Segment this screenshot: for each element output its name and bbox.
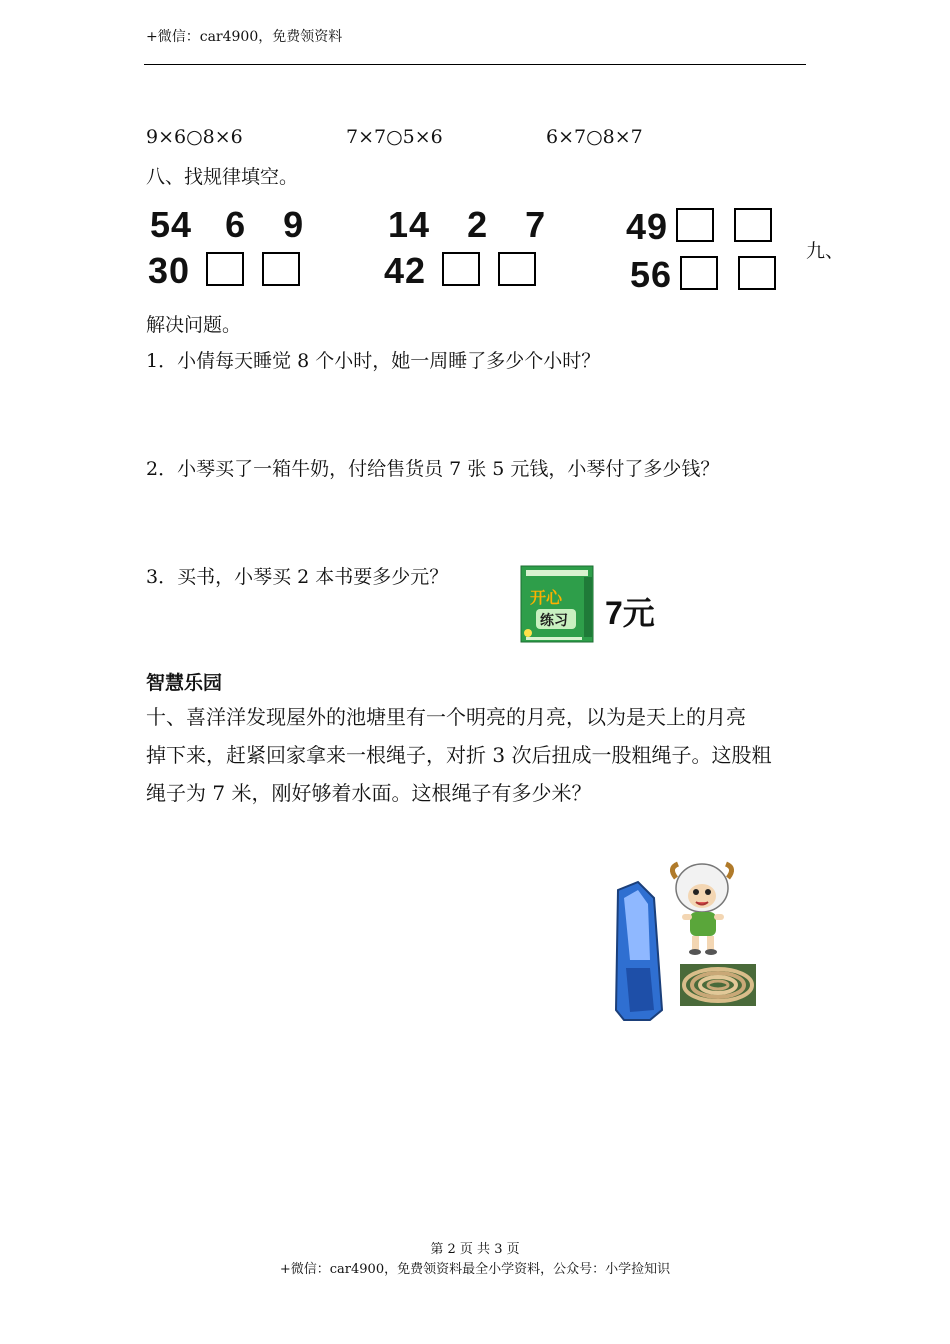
- well-goat-rope-illustration: [610, 860, 760, 1025]
- pattern-group-1-2: [388, 204, 546, 246]
- answer-box[interactable]: [206, 252, 244, 286]
- pattern-group-2-1: [148, 250, 300, 292]
- wisdom-title: 智慧乐园: [146, 672, 223, 694]
- footer-note: +微信：car4900，免费领资料最全小学资料，公众号：小学捡知识: [279, 1262, 671, 1277]
- problem-2: 2．小琴买了一箱牛奶，付给售货员 7 张 5 元钱，小琴付了多少钱？: [146, 458, 720, 480]
- goat-image: [672, 864, 731, 955]
- answer-box[interactable]: [676, 208, 714, 242]
- pattern-group-1-1: [150, 204, 304, 246]
- pattern-group-2-2: [384, 250, 536, 292]
- pattern-number: 30: [148, 250, 191, 291]
- section-9-title-prefix: 九、: [806, 240, 845, 262]
- compare-item-2: 7×7○5×6: [346, 126, 443, 148]
- rope-image: [680, 964, 756, 1006]
- pattern-number: 54: [150, 204, 193, 245]
- wisdom-line: 掉下来，赶紧回家拿来一根绳子，对折 3 次后扭成一股粗绳子。这股粗: [146, 743, 772, 767]
- wisdom-question: [146, 698, 810, 812]
- pattern-number: 49: [626, 206, 669, 247]
- pattern-group-2-3: [630, 254, 776, 296]
- book-cover-image: [520, 565, 594, 643]
- book-title-2: 练习: [540, 613, 568, 629]
- answer-box[interactable]: [734, 208, 772, 242]
- answer-box[interactable]: [680, 256, 718, 290]
- header-divider: [144, 64, 806, 65]
- section-8-title: 八、找规律填空。: [146, 166, 299, 188]
- problem-1: 1．小倩每天睡觉 8 个小时，她一周睡了多少个小时？: [146, 350, 601, 372]
- answer-box[interactable]: [262, 252, 300, 286]
- pattern-number: 7: [525, 204, 547, 245]
- book-title-1: 开心: [530, 588, 563, 607]
- wisdom-line: 十、喜洋洋发现屋外的池塘里有一个明亮的月亮，以为是天上的月亮: [146, 705, 746, 729]
- page-number: 第 2 页 共 3 页: [430, 1242, 520, 1257]
- answer-box[interactable]: [442, 252, 480, 286]
- pattern-number: 2: [467, 204, 489, 245]
- pattern-number: 9: [283, 204, 305, 245]
- pattern-number: 14: [388, 204, 431, 245]
- compare-item-1: 9×6○8×6: [146, 126, 243, 148]
- pattern-number: 42: [384, 250, 427, 291]
- pattern-group-1-3: [626, 206, 772, 248]
- problem-3: 3．买书，小琴买 2 本书要多少元？: [146, 566, 449, 588]
- pattern-number: 6: [225, 204, 247, 245]
- wisdom-line: 绳子为 7 米，刚好够着水面。这根绳子有多少米？: [146, 781, 592, 805]
- pattern-number: 56: [630, 254, 673, 295]
- answer-box[interactable]: [738, 256, 776, 290]
- book-price: 7元: [605, 595, 655, 631]
- header-note: +微信：car4900，免费领资料: [146, 29, 343, 45]
- compare-item-3: 6×7○8×7: [546, 126, 643, 148]
- answer-box[interactable]: [498, 252, 536, 286]
- section-9-title: 解决问题。: [146, 314, 242, 336]
- well-image: [616, 882, 662, 1020]
